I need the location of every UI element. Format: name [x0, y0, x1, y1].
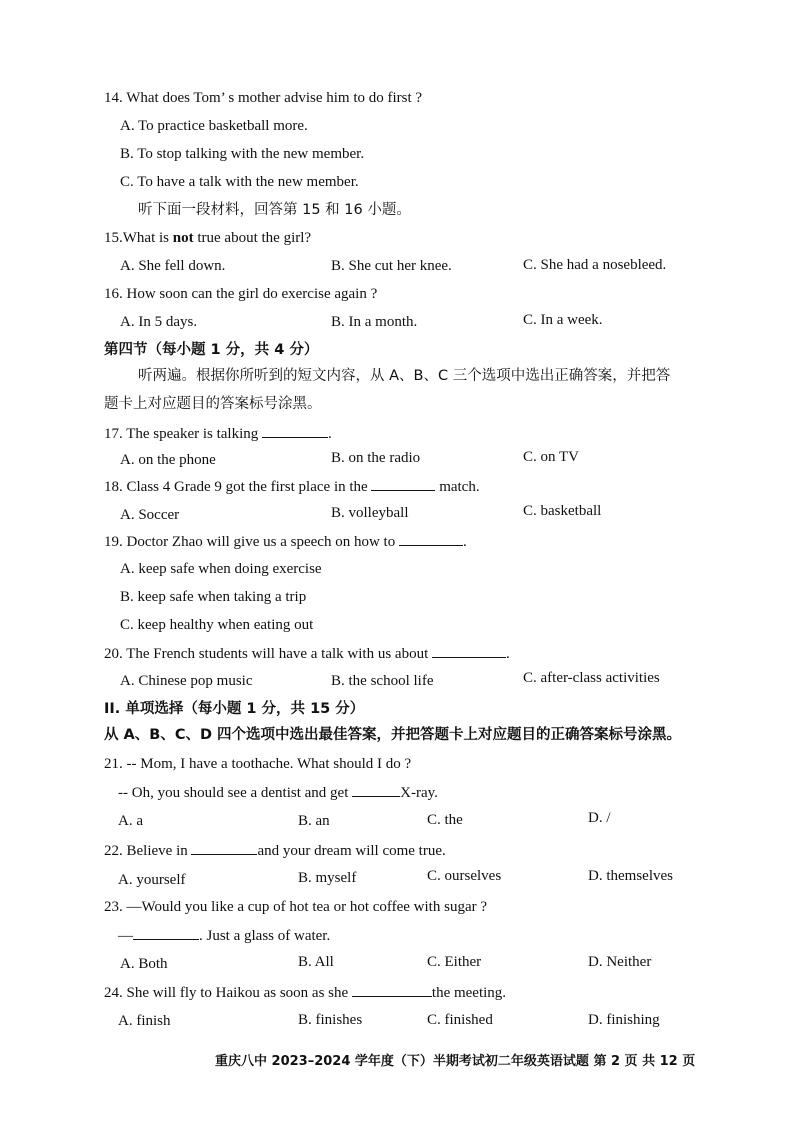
q21-option-b: B. an	[298, 813, 330, 829]
q22-stem-pre: 22. Believe in	[104, 843, 192, 859]
q24-stem	[104, 982, 506, 1003]
q24-option-d: D. finishing	[588, 1012, 660, 1028]
q21-line2-pre: -- Oh, you should see a dentist and get	[118, 785, 353, 801]
q23-option-b: B. All	[298, 954, 334, 970]
q23-option-a: A. Both	[120, 956, 168, 972]
q17-option-c: C. on TV	[523, 449, 579, 465]
q15-option-a: A. She fell down.	[120, 258, 226, 274]
q17-blank	[262, 423, 328, 438]
q21-option-d: D. /	[588, 810, 611, 826]
q15-stem-pre: 15.What is	[104, 230, 173, 246]
page-footer: 重庆八中 2023–2024 学年度（下）半期考试初二年级英语试题 第 2 页 共 12 页	[215, 1054, 696, 1069]
section4-title: 第四节（每小题 1 分，共 4 分）	[104, 342, 319, 358]
q18-stem-pre: 18. Class 4 Grade 9 got the first place in the	[104, 479, 372, 495]
q16-option-a: A. In 5 days.	[120, 314, 198, 330]
q18-blank	[371, 476, 435, 491]
q16-option-c: C. In a week.	[523, 312, 603, 328]
q17-stem-post: .	[328, 426, 332, 442]
q19-option-b: B. keep safe when taking a trip	[120, 589, 307, 605]
q17-stem-pre: 17. The speaker is talking	[104, 426, 263, 442]
q20-option-a: A. Chinese pop music	[120, 673, 253, 689]
q24-option-a: A. finish	[118, 1013, 171, 1029]
q20-option-b: B. the school life	[331, 673, 434, 689]
instruction-15-16: 听下面一段材料，回答第 15 和 16 小题。	[138, 202, 411, 218]
q22-blank	[191, 840, 257, 855]
q15-option-c: C. She had a nosebleed.	[523, 257, 667, 273]
q24-stem-post: the meeting.	[431, 985, 507, 1001]
q21-line2-post: X-ray.	[400, 785, 438, 801]
q22-stem-post: and your dream will come true.	[257, 843, 446, 859]
q21-option-c: C. the	[427, 812, 463, 828]
q14-stem: 14. What does Tom’ s mother advise him to do first ?	[104, 90, 423, 106]
q22-option-b: B. myself	[298, 870, 357, 886]
q17-option-b: B. on the radio	[331, 450, 421, 466]
q22-option-c: C. ourselves	[427, 868, 502, 884]
section4-instruction-line2: 题卡上对应题目的答案标号涂黑。	[104, 396, 322, 412]
q23-line2-pre: —	[118, 928, 133, 944]
q18-option-b: B. volleyball	[331, 505, 409, 521]
q16-stem: 16. How soon can the girl do exercise again ?	[104, 286, 378, 302]
q15-stem-bold: not	[172, 230, 194, 246]
q22-option-d: D. themselves	[588, 868, 673, 884]
q20-blank	[432, 643, 506, 658]
q19-stem	[104, 531, 467, 552]
q23-line2-post: . Just a glass of water.	[199, 928, 331, 944]
q19-stem-post: .	[462, 534, 467, 550]
q24-option-c: C. finished	[427, 1012, 493, 1028]
q22-stem	[104, 840, 446, 861]
q23-blank	[133, 925, 199, 940]
q23-line2	[118, 925, 330, 946]
q23-option-c: C. Either	[427, 954, 482, 970]
section4-instruction-line1: 听两遍。根据你所听到的短文内容，从 A、B、C 三个选项中选出正确答案，并把答	[138, 368, 671, 384]
q21-option-a: A. a	[118, 813, 143, 829]
q24-blank	[352, 982, 432, 997]
q19-option-a: A. keep safe when doing exercise	[120, 561, 322, 577]
q22-option-a: A. yourself	[118, 872, 186, 888]
q18-option-a: A. Soccer	[120, 507, 180, 523]
q24-stem-pre: 24. She will fly to Haikou as soon as she	[104, 985, 352, 1001]
q21-line2	[118, 782, 438, 803]
q15-option-b: B. She cut her knee.	[331, 258, 452, 274]
q18-stem-post: match.	[435, 479, 480, 495]
q14-option-a: A. To practice basketball more.	[120, 118, 308, 134]
q20-stem	[104, 643, 510, 664]
q17-option-a: A. on the phone	[120, 452, 216, 468]
q18-stem	[104, 476, 480, 497]
q21-blank	[352, 782, 400, 797]
q15-stem	[104, 228, 311, 248]
part2-title: II. 单项选择（每小题 1 分，共 15 分）	[104, 701, 365, 717]
q20-stem-post: .	[506, 646, 510, 662]
q23-line1: 23. —Would you like a cup of hot tea or hot coffee with sugar ?	[104, 899, 487, 915]
q14-option-c: C. To have a talk with the new member.	[120, 174, 359, 190]
q20-stem-pre: 20. The French students will have a talk with us about	[104, 646, 433, 662]
q17-stem	[104, 423, 332, 444]
q14-option-b: B. To stop talking with the new member.	[120, 146, 365, 162]
q19-blank	[399, 531, 463, 546]
q21-line1: 21. -- Mom, I have a toothache. What should I do ?	[104, 756, 412, 772]
q15-stem-post: true about the girl?	[193, 230, 312, 246]
q19-option-c: C. keep healthy when eating out	[120, 617, 314, 633]
q18-option-c: C. basketball	[523, 503, 602, 519]
q19-stem-pre: 19. Doctor Zhao will give us a speech on how to	[104, 534, 399, 550]
q24-option-b: B. finishes	[298, 1012, 363, 1028]
q23-option-d: D. Neither	[588, 954, 652, 970]
part2-instruction: 从 A、B、C、D 四个选项中选出最佳答案，并把答题卡上对应题目的正确答案标号涂黑。	[104, 727, 682, 743]
q20-option-c: C. after-class activities	[523, 670, 660, 686]
q16-option-b: B. In a month.	[331, 314, 418, 330]
